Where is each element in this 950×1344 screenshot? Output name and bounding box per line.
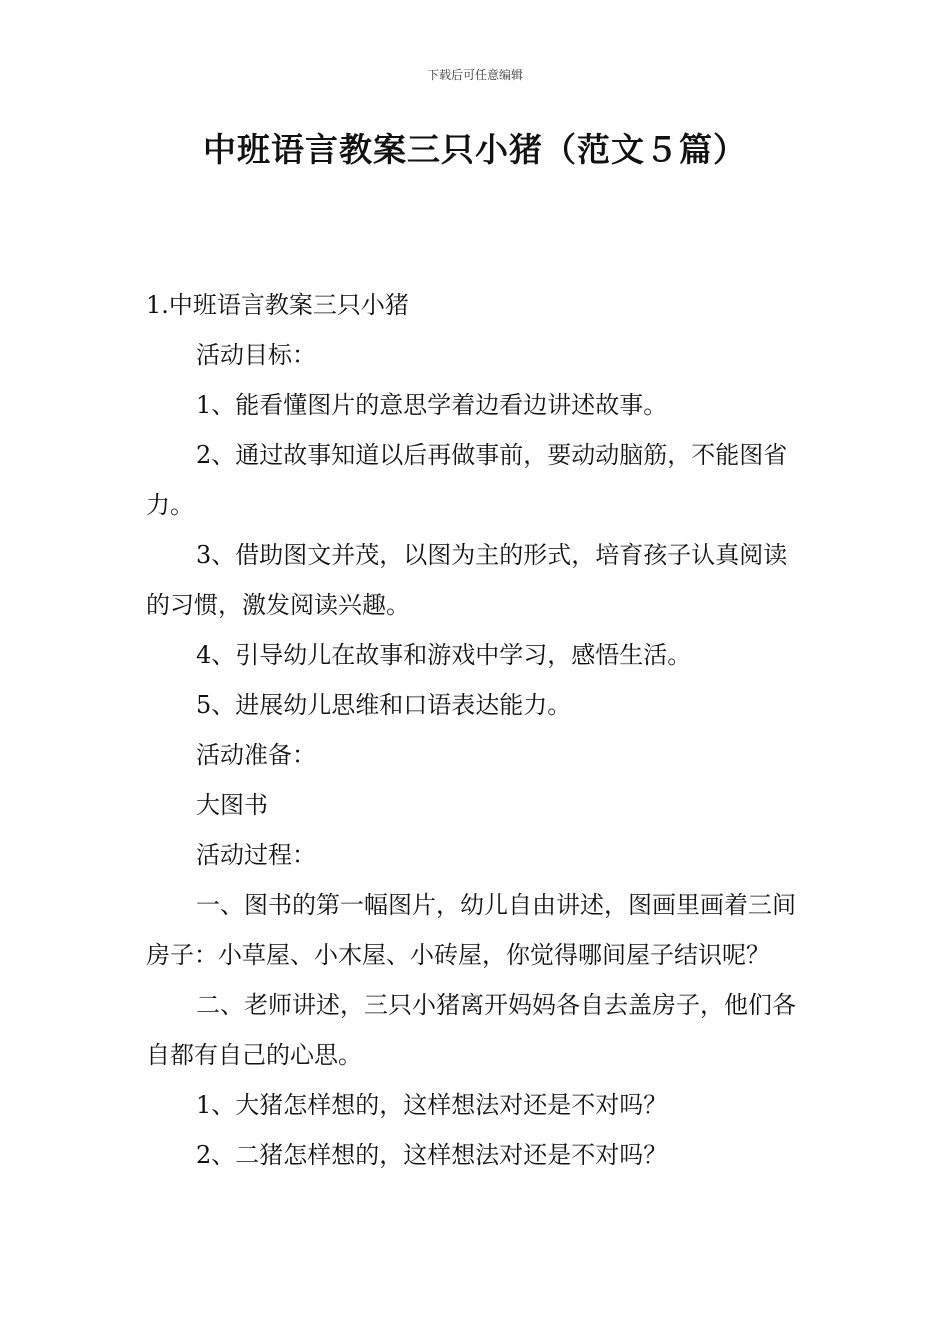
document-body xyxy=(146,280,808,1180)
paragraph: 1、大猪怎样想的，这样想法对还是不对吗？ xyxy=(196,1091,668,1119)
paragraph: 5、进展幼儿思维和口语表达能力。 xyxy=(196,691,572,719)
paragraph: 活动过程： xyxy=(196,841,316,869)
paragraph: 二、老师讲述，三只小猪离开妈妈各自去盖房子，他们各自都有自己的心思。 xyxy=(146,991,796,1069)
paragraph: 大图书 xyxy=(196,791,268,819)
paragraph: 活动目标： xyxy=(196,341,316,369)
paragraph: 1、能看懂图片的意思学着边看边讲述故事。 xyxy=(196,391,668,419)
paragraph: 2、二猪怎样想的，这样想法对还是不对吗？ xyxy=(196,1141,668,1169)
header-note: 下载后可任意编辑 xyxy=(426,68,523,82)
paragraph: 一、图书的第一幅图片，幼儿自由讲述，图画里画着三间房子：小草屋、小木屋、小砖屋，你觉得哪间屋子结识呢？ xyxy=(146,891,796,969)
paragraph: 3、借助图文并茂，以图为主的形式，培育孩子认真阅读的习惯，激发阅读兴趣。 xyxy=(146,541,788,619)
paragraph: 2、通过故事知道以后再做事前，要动动脑筋，不能图省力。 xyxy=(146,441,788,519)
paragraph: 活动准备： xyxy=(196,741,316,769)
document-title: 中班语言教案三只小猪（范文５篇） xyxy=(203,130,747,169)
section-heading: 1.中班语言教案三只小猪 xyxy=(146,291,409,319)
paragraph: 4、引导幼儿在故事和游戏中学习，感悟生活。 xyxy=(196,641,692,669)
